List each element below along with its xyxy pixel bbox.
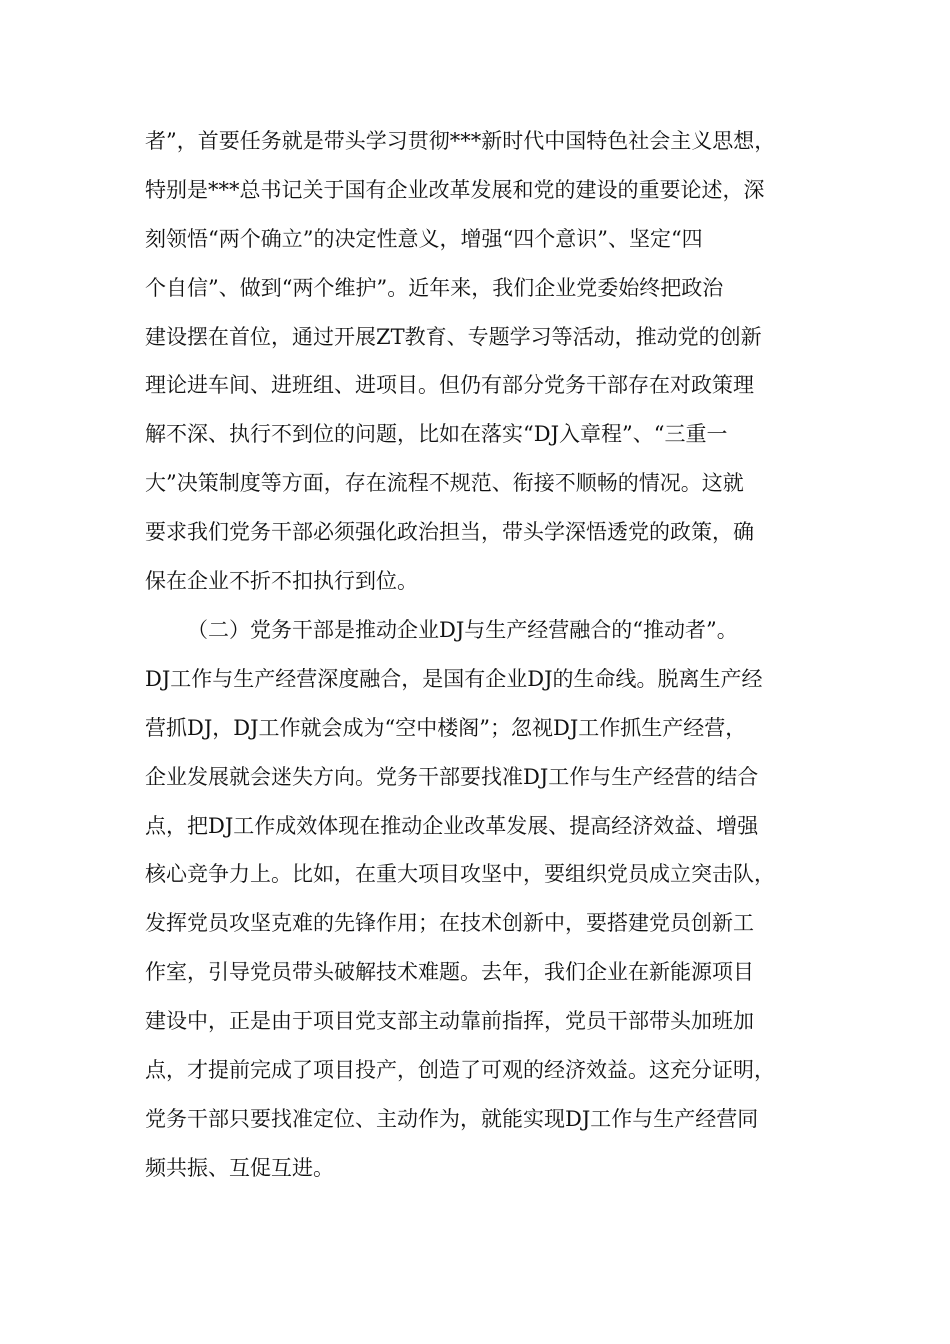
text-line: 个自信”、做到“两个维护”。近年来，我们企业党委始终把政治 — [145, 275, 724, 300]
text-line: 作室，引导党员带头破解技术难题。去年，我们企业在新能源项目 — [145, 960, 754, 985]
section-heading-line: （二）党务干部是推动企业DJ与生产经营融合的“推动者”。 — [187, 618, 738, 642]
text-line: 大”决策制度等方面，存在流程不规范、衔接不顺畅的情况。这就 — [145, 471, 744, 496]
paragraph-2 — [145, 606, 825, 1193]
paragraph-1 — [145, 117, 825, 606]
text-line: 点，把DJ工作成效体现在推动企业改革发展、提高经济效益、增强 — [145, 813, 759, 838]
text-line: 者”，首要任务就是带头学习贯彻***新时代中国特色社会主义思想， — [145, 129, 776, 153]
text-line: 保在企业不折不扣执行到位。 — [145, 569, 418, 594]
text-line: 核心竞争力上。比如，在重大项目攻坚中，要组织党员成立突击队， — [145, 862, 775, 887]
text-line: 点，才提前完成了项目投产，创造了可观的经济效益。这充分证明， — [145, 1058, 775, 1083]
text-line: 建设中，正是由于项目党支部主动靠前指挥，党员干部带头加班加 — [145, 1009, 754, 1034]
text-line: 解不深、执行不到位的问题，比如在落实“DJ入章程”、“三重一 — [145, 422, 728, 447]
text-line: 党务干部只要找准定位、主动作为，就能实现DJ工作与生产经营同 — [145, 1106, 759, 1131]
text-line: 要求我们党务干部必须强化政治担当，带头学深悟透党的政策，确 — [145, 520, 754, 545]
text-line: 企业发展就会迷失方向。党务干部要找准DJ工作与生产经营的结合 — [145, 764, 759, 789]
text-line: 发挥党员攻坚克难的先锋作用；在技术创新中，要搭建党员创新工 — [145, 911, 754, 936]
text-line: 理论进车间、进班组、进项目。但仍有部分党务干部存在对政策理 — [145, 373, 754, 398]
text-line: DJ工作与生产经营深度融合，是国有企业DJ的生命线。脱离生产经 — [145, 666, 763, 691]
text-line: 营抓DJ，DJ工作就会成为“空中楼阁”；忽视DJ工作抓生产经营， — [145, 715, 747, 740]
text-line: 建设摆在首位，通过开展ZT教育、专题学习等活动，推动党的创新 — [145, 324, 762, 349]
text-line: 频共振、互促互进。 — [145, 1155, 334, 1180]
text-line: 特别是***总书记关于国有企业改革发展和党的建设的重要论述，深 — [145, 177, 765, 202]
text-line: 刻领悟“两个确立”的决定性意义，增强“四个意识”、坚定“四 — [145, 226, 703, 251]
